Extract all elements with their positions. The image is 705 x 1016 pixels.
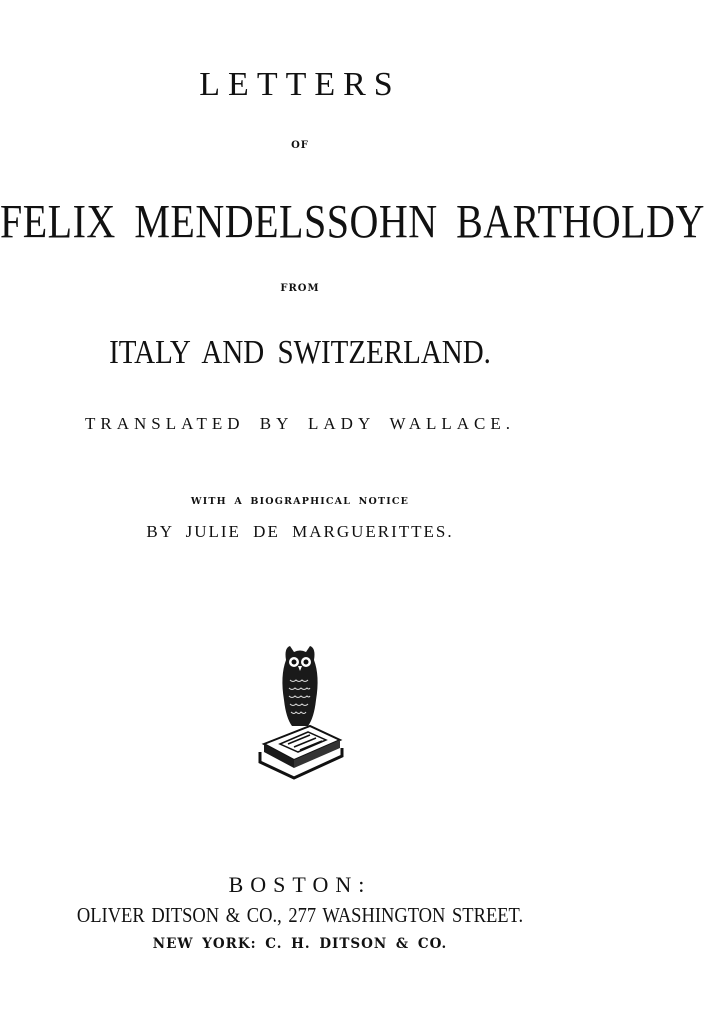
new-york-publisher-line: NEW YORK: C. H. DITSON & CO.: [152, 936, 448, 952]
notice-author-line: BY JULIE DE MARGUERITTES.: [146, 522, 454, 541]
translator-line: TRANSLATED BY LADY WALLACE.: [84, 414, 516, 433]
from-label: FROM: [280, 283, 320, 294]
publication-city: BOSTON:: [228, 872, 372, 897]
owl-on-books-icon: [250, 640, 350, 780]
places-line: ITALY AND SWITZERLAND.: [109, 334, 491, 371]
author-name: FELIX MENDELSSOHN BARTHOLDY: [0, 195, 705, 249]
of-label: OF: [291, 140, 309, 151]
book-title: LETTERS: [199, 66, 401, 103]
publisher-line: OLIVER DITSON & CO., 277 WASHINGTON STREET.: [76, 905, 524, 928]
biographical-notice-line: WITH A BIOGRAPHICAL NOTICE: [190, 496, 410, 507]
